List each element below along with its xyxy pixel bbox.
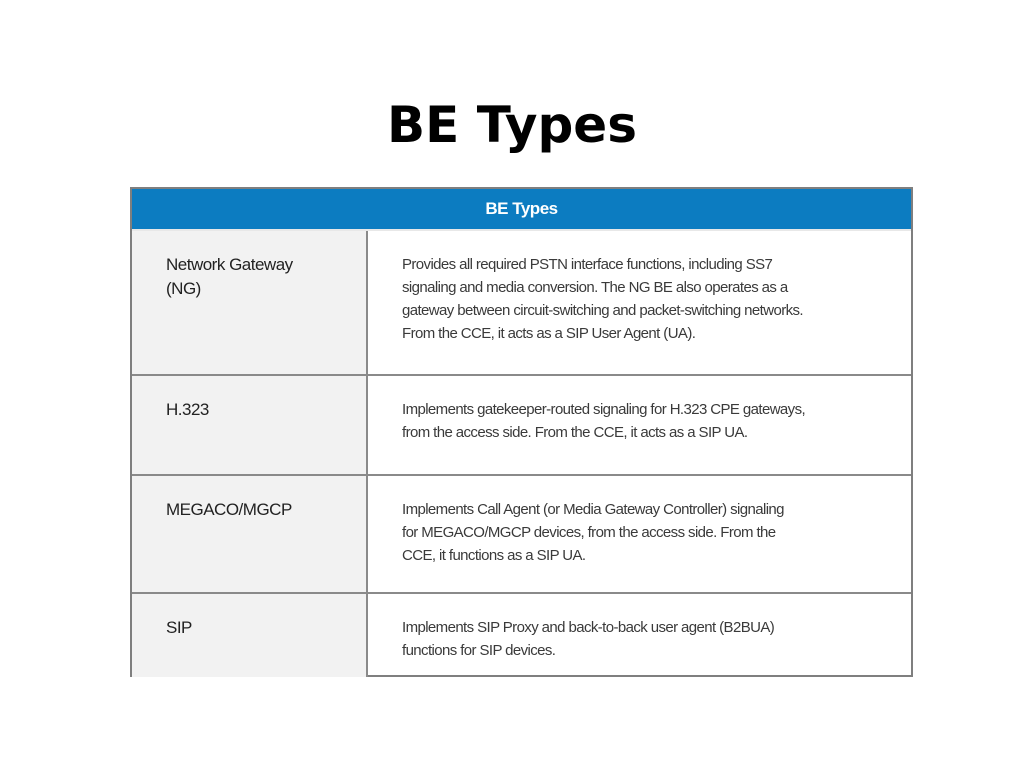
- description-line: for MEGACO/MGCP devices, from the access side. From the: [402, 524, 776, 541]
- be-type-description: [368, 594, 911, 677]
- description-line: signaling and media conversion. The NG BE also operates as a: [402, 279, 788, 296]
- description-line: From the CCE, it acts as a SIP User Agent (UA).: [402, 325, 696, 342]
- description-line: CCE, it functions as a SIP UA.: [402, 547, 586, 564]
- be-type-name: Network Gateway (NG): [132, 231, 368, 374]
- description-line: functions for SIP devices.: [402, 642, 556, 659]
- be-type-description: [368, 231, 911, 374]
- table-row: [132, 594, 911, 677]
- description-line: Implements SIP Proxy and back-to-back user agent (B2BUA): [402, 619, 775, 636]
- table-row: [132, 476, 911, 594]
- be-type-description: [368, 376, 911, 474]
- table-row: [132, 376, 911, 476]
- be-type-description: [368, 476, 911, 592]
- description-line: Implements Call Agent (or Media Gateway Controller) signaling: [402, 501, 784, 518]
- slide-title: BE Types: [387, 95, 637, 154]
- be-type-name: MEGACO/MGCP: [132, 476, 368, 592]
- description-line: from the access side. From the CCE, it acts as a SIP UA.: [402, 424, 748, 441]
- description-line: Provides all required PSTN interface functions, including SS7: [402, 256, 773, 273]
- be-type-name: SIP: [132, 594, 368, 677]
- table-row: [132, 231, 911, 376]
- be-type-name: H.323: [132, 376, 368, 474]
- table-body: [132, 231, 911, 677]
- description-line: gateway between circuit-switching and packet-switching networks.: [402, 302, 803, 319]
- description-line: Implements gatekeeper-routed signaling for H.323 CPE gateways,: [402, 401, 806, 418]
- table-header: BE Types: [132, 189, 911, 231]
- be-types-table: [130, 187, 913, 677]
